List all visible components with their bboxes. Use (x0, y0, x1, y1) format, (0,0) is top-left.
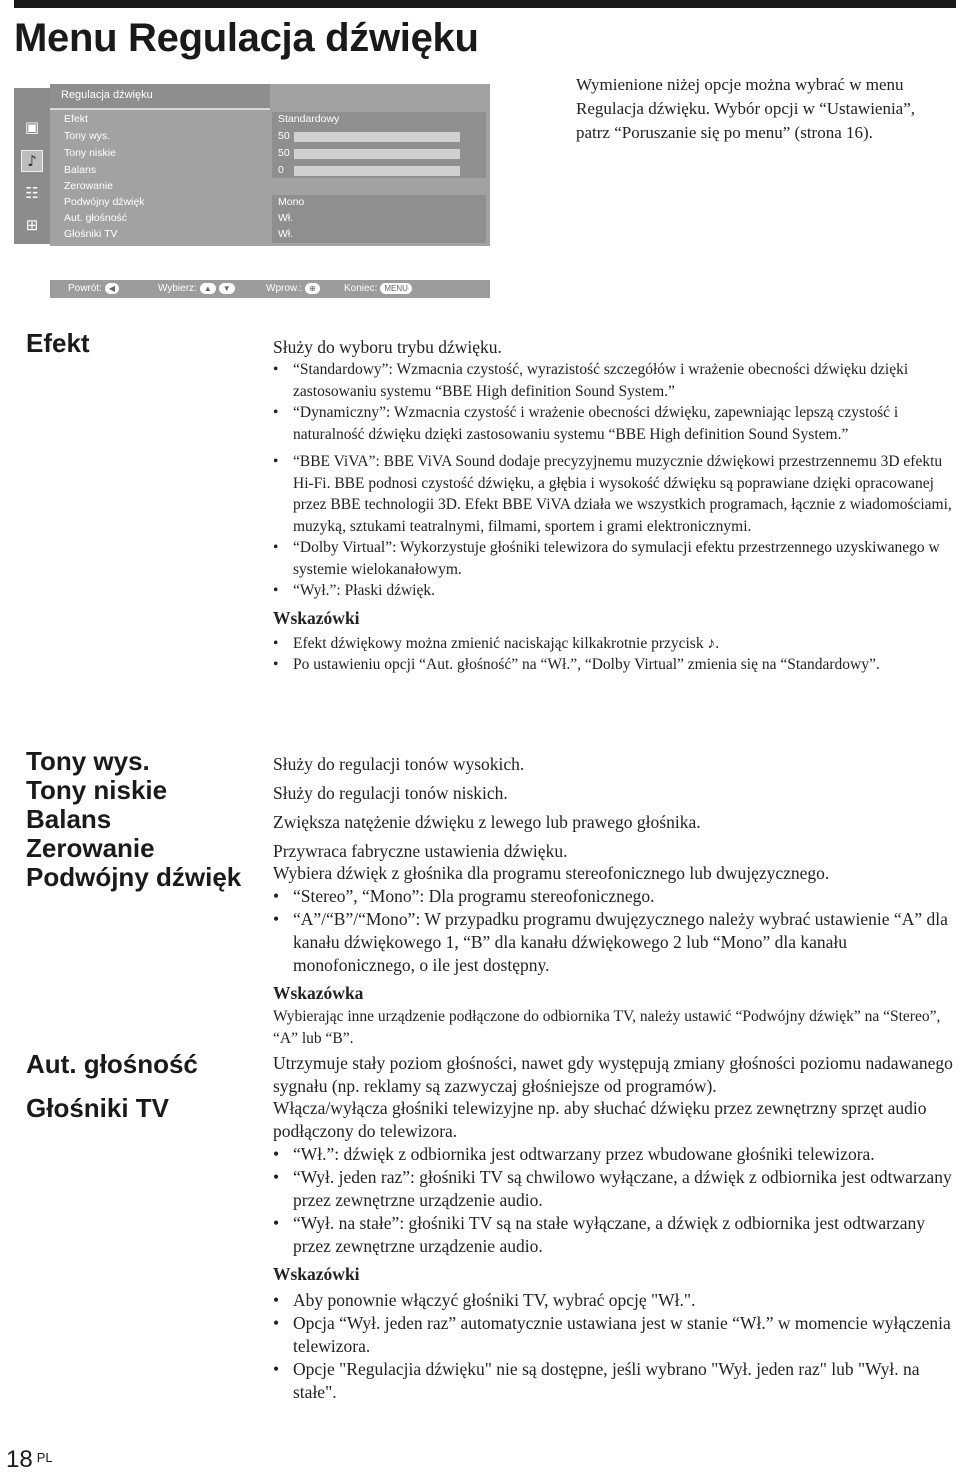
tv-menu-row-glosniki[interactable] (52, 227, 488, 243)
glosniki-tip: • Opcja “Wył. jeden raz” automatycznie ustawiana jest w stanie “Wł.” w momencie wyłączenia telewizora. (273, 1312, 957, 1358)
aut-glosnosc-text: Utrzymuje stały poziom głośności, nawet gdy występują zmiany głośności poziomu nadawanego sygnału (np. reklamy są zazwyczaj głośniejsze od programów). (273, 1053, 953, 1096)
glosniki-option: • “Wył. na stałe”: głośniki TV są na stałe wyłączane, a dźwięk z odbiornika jest odtwarzany przez zewnętrzne urządzenie audio. (273, 1212, 957, 1258)
tv-row-label: Efekt (64, 113, 88, 125)
podwojny-intro: Wybiera dźwięk z głośnika dla programu stereofonicznego lub dwujęzycznego. (273, 863, 830, 883)
tv-menu-row-balans[interactable] (52, 163, 488, 179)
footer-enter: Wprow.: ⊕ (266, 283, 320, 294)
podwojny-option: • “A”/“B”/“Mono”: W przypadku programu dwujęzycznego należy wybrać ustawienie “A” dla kanału dźwiękowego 1, “B” dla kanału dźwiękowego 2 lub “Mono” dla kanału monofonicznego, o ile jest dostępny. (273, 908, 957, 977)
heading-aut-glosnosc: Aut. głośność (26, 1049, 198, 1079)
podwojny-tip: Wybierając inne urządzenie podłączone do odbiornika TV, należy ustawić “Podwójny dźwięk” na “Stereo”, “A” lub “B”. (273, 1008, 941, 1047)
tv-menu-row-zerowanie[interactable] (52, 179, 488, 195)
efekt-option-wyl: • “Wył.”: Płaski dźwięk. (273, 580, 957, 602)
up-arrow-icon: ▲ (200, 283, 216, 294)
efekt-tip: • Efekt dźwiękowy można zmienić naciskając kilkakrotnie przycisk ♪. (273, 633, 957, 655)
tv-row-value: 50 (278, 130, 290, 142)
tv-row-value: Wł. (278, 212, 294, 224)
top-rule (14, 0, 956, 8)
tv-menu-row-tony-wys[interactable] (52, 129, 488, 145)
back-arrow-icon: ◀ (105, 283, 119, 294)
glosniki-intro: Włącza/wyłącza głośniki telewizyjne np. aby słuchać dźwięku przez zewnętrzny sprzęt audio podłączony do telewizora. (273, 1098, 927, 1141)
tv-row-level-bar[interactable] (294, 149, 460, 159)
efekt-option-standardowy: • “Standardowy”: Wzmacnia czystość, wyrazistość szczegółów i wrażenie obecności dźwięku dzięki zastosowaniu systemu “BBE High definition Sound System.” (273, 359, 957, 402)
glosniki-option: • “Wył. jeden raz”: głośniki TV są chwilowo wyłączane, a dźwięk z odbiornika jest odtwarzany przez zewnętrzne urządzenie audio. (273, 1166, 957, 1212)
heading-balans: Balans (26, 804, 112, 834)
menu-key-icon: MENU (380, 283, 412, 294)
footer-exit: Koniec: MENU (344, 283, 412, 294)
page-number: 18 $^{PL}$ (6, 1446, 53, 1473)
down-arrow-icon: ▼ (219, 283, 235, 294)
podwojny-tip-heading: Wskazówka (273, 983, 364, 1003)
glosniki-tip: • Opcje "Regulacjia dźwięku" nie są dostępne, jeśli wybrano "Wył. jeden raz" lub "Wył. na stałe". (273, 1358, 957, 1404)
heading-tony-niskie: Tony niskie (26, 775, 168, 805)
language-code: PL (36, 1450, 53, 1465)
tv-row-label: Balans (64, 164, 97, 176)
glosniki-section (273, 1097, 957, 1404)
tv-menu-footer (50, 280, 490, 298)
tv-row-label: Aut. głośność (64, 212, 128, 224)
picture-icon[interactable]: ▣ (24, 118, 40, 136)
tv-menu-panel (50, 84, 490, 246)
tv-row-value: Standardowy (278, 113, 340, 125)
glosniki-option: • “Wł.”: dźwięk z odbiornika jest odtwarzany przez wbudowane głośniki telewizora. (273, 1143, 957, 1166)
podwojny-section (273, 862, 957, 1049)
tv-row-label: Podwójny dźwięk (64, 196, 145, 208)
efekt-option-dynamiczny: • “Dynamiczny”: Wzmacnia czystość i wrażenie obecności dźwięku, zapewniając lepszą czystość i naturalność dźwięku dzięki zastosowaniu systemu “BBE High definition Sound System.” (273, 402, 957, 445)
balans-text: Zwiększa natężenie dźwięku z lewego lub prawego głośnika. (273, 812, 701, 832)
tv-menu-row-podwojny[interactable] (52, 195, 488, 211)
heading-zerowanie: Zerowanie (26, 833, 155, 863)
enter-key-icon: ⊕ (305, 283, 320, 294)
heading-glosniki: Głośniki TV (26, 1093, 170, 1123)
toolbox-icon[interactable]: ⊞ (25, 216, 39, 234)
tv-menu-row-tony-niskie[interactable] (52, 146, 488, 162)
efekt-section (273, 336, 957, 676)
efekt-option-dolby: • “Dolby Virtual”: Wykorzystuje głośniki telewizora do symulacji efektu przestrzennego uzyskiwanego w systemie wielokanałowym. (273, 537, 957, 580)
tony-wys-text: Służy do regulacji tonów wysokich. (273, 754, 525, 774)
tv-row-value: 0 (278, 164, 284, 176)
efekt-option-bbe-viva: • “BBE ViVA”: BBE ViVA Sound dodaje precyzyjnemu muzycznie dźwiękowi przestrzennemu 3D efektu Hi-Fi. BBE podnosi czystość dźwięku, a głębia i wysokość dźwięku są poprawiane dzięki opracowanej przez BBE technologii 3D. Efekt BBE ViVA działa we wszystkich programach, łącznie z wiadomościami, muzyką, sztukami teatralnymi, filmami, sportem i grami elektronicznymi. (273, 451, 957, 537)
page-title: Menu Regulacja dźwięku (14, 16, 479, 60)
tv-menu-row-efekt[interactable] (52, 112, 488, 128)
footer-back: Powrót: ◀ (68, 283, 119, 294)
channel-list-icon[interactable]: ☷ (25, 184, 39, 202)
tv-menu-header (50, 84, 270, 110)
heading-tony-wys: Tony wys. (26, 746, 150, 776)
podwojny-option: • “Stereo”, “Mono”: Dla programu stereofonicznego. (273, 885, 957, 908)
intro-text: Wymienione niżej opcje można wybrać w menu Regulacja dźwięku. Wybór opcji w “Ustawienia”, patrz “Poruszanie się po menu” (strona 16). (576, 75, 916, 142)
note-icon[interactable]: ♪ (21, 150, 43, 172)
tv-sound-menu (14, 84, 490, 300)
tv-row-level-bar[interactable] (294, 166, 460, 176)
efekt-intro: Służy do wyboru trybu dźwięku. (273, 337, 502, 357)
tv-row-value: Wł. (278, 228, 294, 240)
tv-menu-header-label: Regulacja dźwięku (61, 89, 153, 101)
tv-row-label: Głośniki TV (64, 228, 118, 240)
efekt-tip: • Po ustawieniu opcji “Aut. głośność” na “Wł.”, “Dolby Virtual” zmienia się na “Standardowy”. (273, 654, 957, 676)
glosniki-tip: • Aby ponownie włączyć głośniki TV, wybrać opcję "Wł.". (273, 1289, 957, 1312)
efekt-tips-heading: Wskazówki (273, 607, 360, 628)
tv-row-label: Zerowanie (64, 180, 114, 192)
tv-row-value: Mono (278, 196, 305, 208)
tv-menu-gap (50, 246, 490, 280)
tv-row-label: Tony wys. (64, 130, 111, 142)
tony-niskie-text: Służy do regulacji tonów niskich. (273, 783, 508, 803)
footer-select: Wybierz: ▲ ▼ (158, 283, 235, 294)
tv-row-label: Tony niskie (64, 147, 116, 159)
heading-efekt: Efekt (26, 328, 90, 358)
tv-menu-icon-bar (14, 88, 50, 244)
glosniki-tips-heading: Wskazówki (273, 1264, 360, 1284)
heading-podwojny: Podwójny dźwięk (26, 862, 242, 892)
tv-menu-row-aut-glosnosc[interactable] (52, 211, 488, 227)
tv-row-level-bar[interactable] (294, 132, 460, 142)
tv-row-value: 50 (278, 147, 290, 159)
zerowanie-text: Przywraca fabryczne ustawienia dźwięku. (273, 841, 568, 861)
